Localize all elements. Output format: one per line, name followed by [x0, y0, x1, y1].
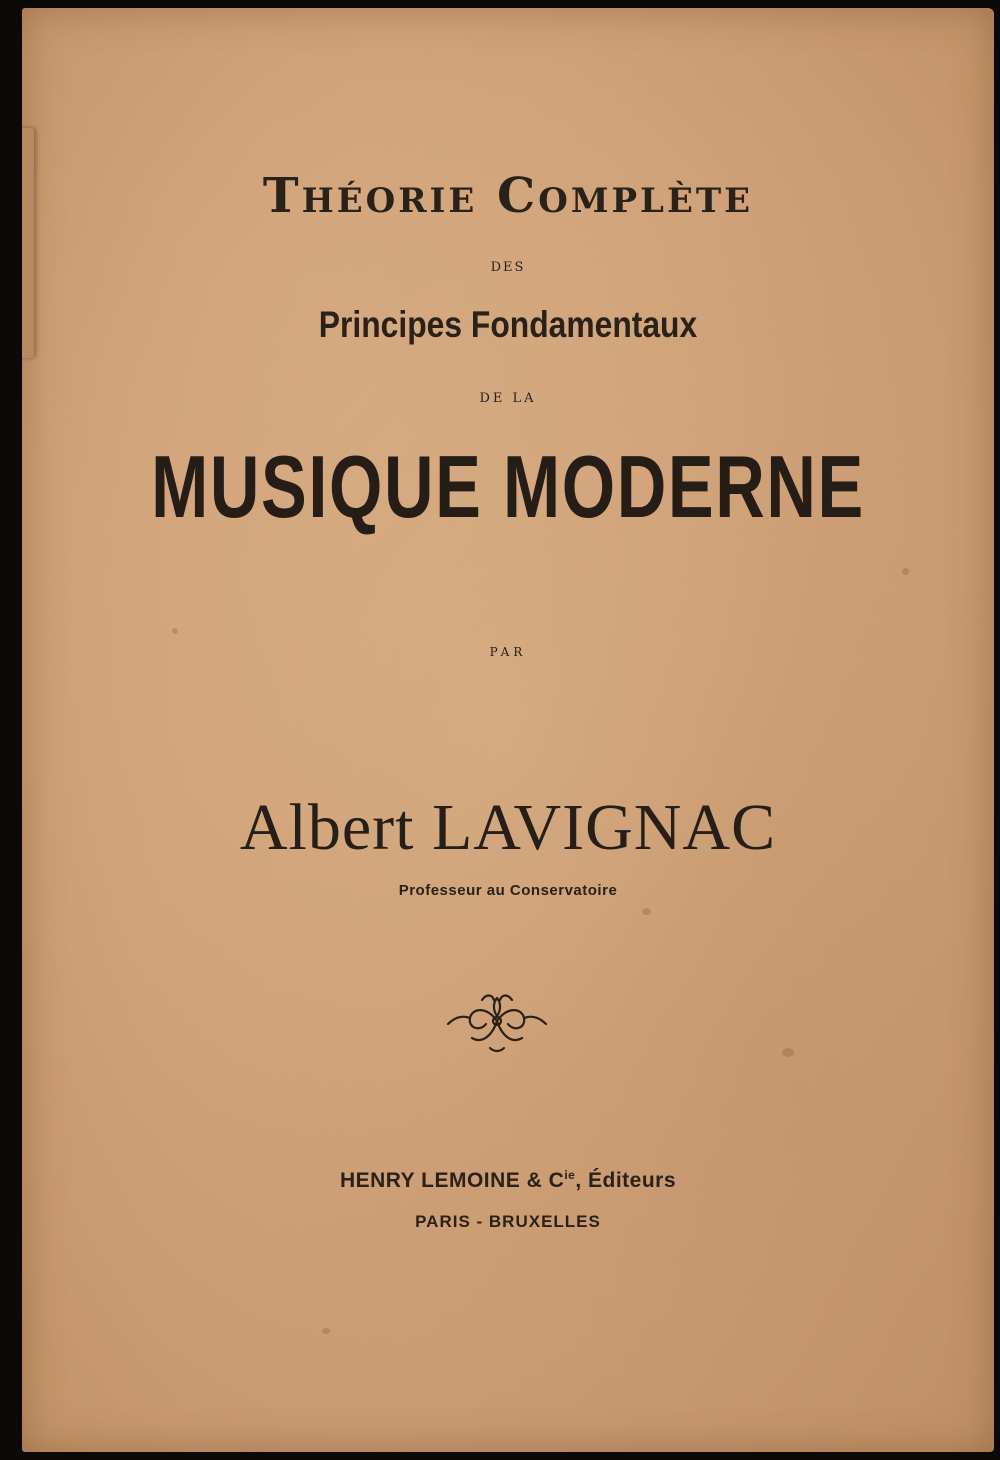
title-line-principes: Principes Fondamentaux: [318, 304, 698, 345]
paper-stain: [642, 908, 651, 915]
title-line-theorie-complete: Théorie Complète: [262, 168, 754, 224]
publisher-line: [22, 1168, 994, 1193]
paper-stain: [172, 628, 178, 634]
main-title: MUSIQUE MODERNE: [151, 437, 865, 536]
title-line-des: DES: [490, 260, 526, 275]
author-role: Professeur au Conservatoire: [398, 882, 618, 899]
publisher-superscript: ie: [564, 1168, 576, 1182]
author-name: Albert LAVIGNAC: [239, 791, 777, 864]
publisher-suffix: , Éditeurs: [575, 1169, 677, 1192]
publisher-city: PARIS - BRUXELLES: [415, 1212, 601, 1231]
floral-vignette-icon: [442, 986, 552, 1056]
torn-spine-edge: [22, 128, 34, 358]
paper-stain: [902, 568, 909, 575]
title-line-de-la: DE LA: [479, 391, 537, 406]
publisher-name: HENRY LEMOINE & C: [339, 1169, 565, 1192]
book-cover: [22, 8, 994, 1452]
paper-stain: [782, 1048, 794, 1057]
paper-stain: [322, 1328, 330, 1334]
by-label: PAR: [489, 645, 527, 659]
